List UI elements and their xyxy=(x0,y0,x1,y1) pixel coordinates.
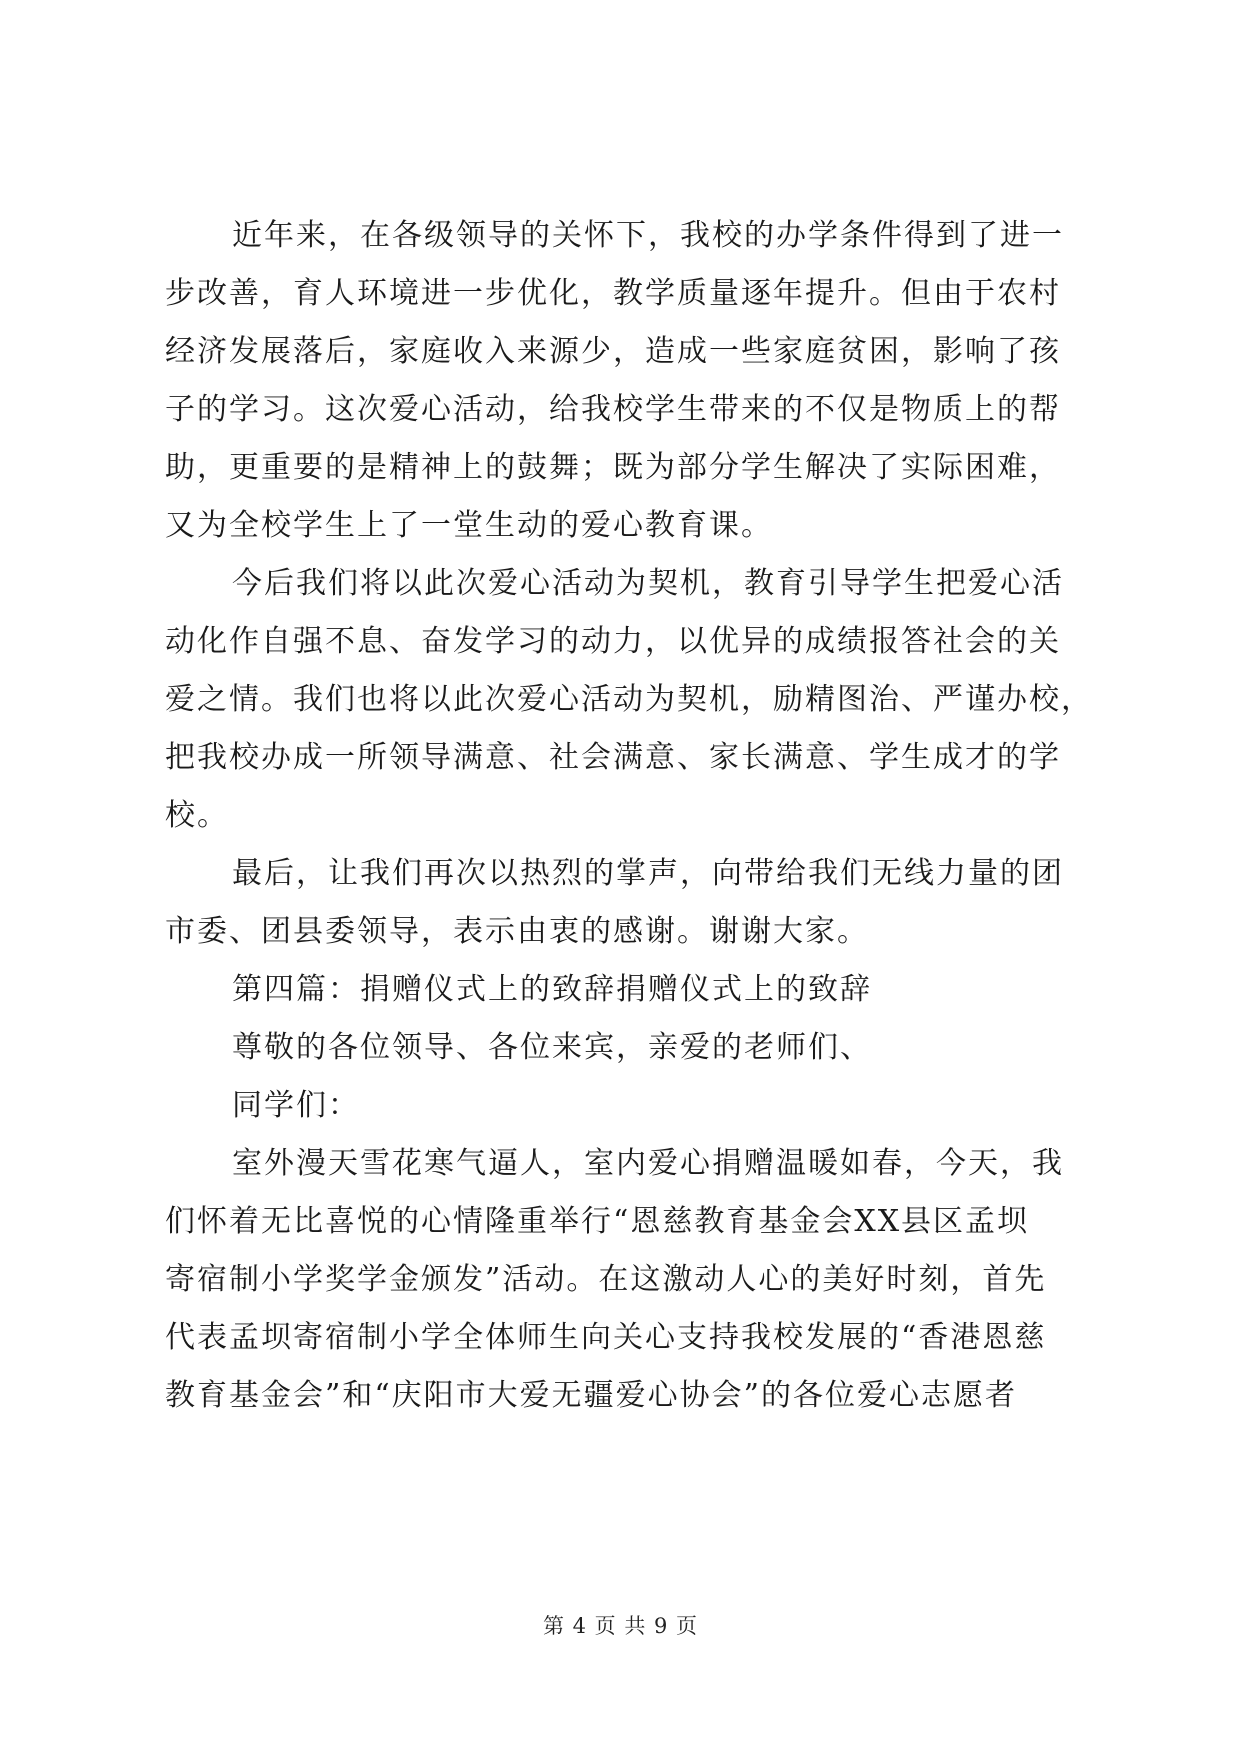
paragraph-1-line-5: 助，更重要的是精神上的鼓舞；既为部分学生解决了实际困难， xyxy=(165,450,1061,485)
paragraph-2-line-2: 动化作自强不息、奋发学习的动力，以优异的成绩报答社会的关 xyxy=(165,624,1061,659)
paragraph-4-line-5: 教育基金会”和“庆阳市大爱无疆爱心协会”的各位爱心志愿者 xyxy=(165,1378,1018,1413)
paragraph-2-line-5: 校。 xyxy=(165,798,229,833)
paragraph-1-line-6: 又为全校学生上了一堂生动的爱心教育课。 xyxy=(165,508,773,543)
paragraph-2-line-3: 爱之情。我们也将以此次爱心活动为契机，励精图治、严谨办校， xyxy=(165,682,1093,717)
paragraph-4-line-2: 们怀着无比喜悦的心情隆重举行“恩慈教育基金会XX县区孟坝 xyxy=(165,1204,1030,1239)
paragraph-3-line-2: 市委、团县委领导，表示由衷的感谢。谢谢大家。 xyxy=(165,914,869,949)
salutation-line-1: 尊敬的各位领导、各位来宾，亲爱的老师们、 xyxy=(232,1030,872,1065)
paragraph-2-line-4: 把我校办成一所领导满意、社会满意、家长满意、学生成才的学 xyxy=(165,740,1061,775)
paragraph-4-line-4: 代表孟坝寄宿制小学全体师生向关心支持我校发展的“香港恩慈 xyxy=(165,1320,1047,1355)
paragraph-1-line-3: 经济发展落后，家庭收入来源少，造成一些家庭贫困，影响了孩 xyxy=(165,334,1061,369)
paragraph-1-line-2: 步改善，育人环境进一步优化，教学质量逐年提升。但由于农村 xyxy=(165,276,1061,311)
salutation-line-2: 同学们： xyxy=(232,1088,360,1123)
paragraph-2-line-1: 今后我们将以此次爱心活动为契机，教育引导学生把爱心活 xyxy=(232,566,1064,601)
paragraph-4-line-3: 寄宿制小学奖学金颁发”活动。在这激动人心的美好时刻，首先 xyxy=(165,1262,1047,1297)
paragraph-3-line-1: 最后，让我们再次以热烈的掌声，向带给我们无线力量的团 xyxy=(232,856,1064,891)
paragraph-4-line-1: 室外漫天雪花寒气逼人，室内爱心捐赠温暖如春，今天，我 xyxy=(232,1146,1064,1181)
section-heading: 第四篇：捐赠仪式上的致辞捐赠仪式上的致辞 xyxy=(232,972,872,1007)
page-number-footer: 第 4 页 共 9 页 xyxy=(542,1614,699,1638)
paragraph-1-line-1: 近年来，在各级领导的关怀下，我校的办学条件得到了进一 xyxy=(232,218,1064,253)
paragraph-1-line-4: 子的学习。这次爱心活动，给我校学生带来的不仅是物质上的帮 xyxy=(165,392,1061,427)
